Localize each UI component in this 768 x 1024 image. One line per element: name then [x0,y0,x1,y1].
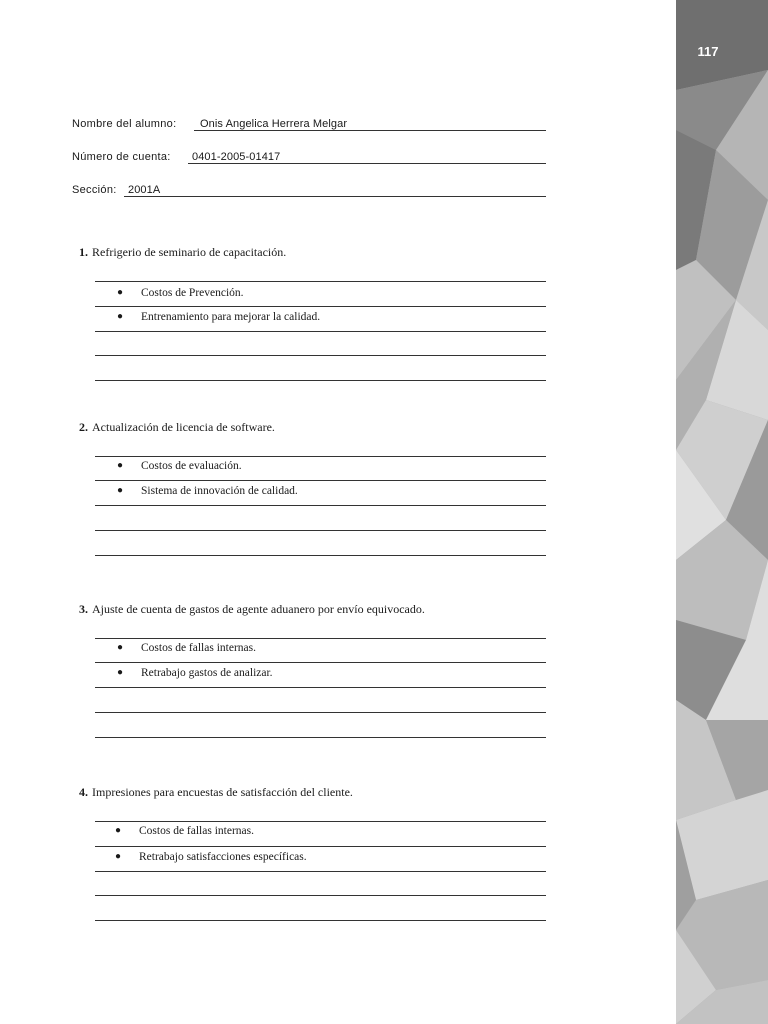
answer-line [95,737,546,738]
answer-line [95,281,546,282]
answer-line [95,846,546,847]
bullet-icon: ● [117,667,124,678]
page-number: 117 [697,44,719,59]
bullet-icon: ● [117,460,124,471]
bullet-icon: ● [117,485,124,496]
question-3-title: 3. Ajuste de cuenta de gastos de agente aduanero por envío equivocado. [79,602,425,616]
answer-line [95,306,546,307]
bullet-icon: ● [115,851,122,862]
student-name-label: Nombre del alumno: [72,118,177,130]
answer-line [95,712,546,713]
section-label: Sección: [72,184,117,196]
bullet-icon: ● [117,642,124,653]
bullet-icon: ● [115,825,122,836]
bullet-icon: ● [117,311,124,322]
worksheet-page: Nombre del alumno: Onis Angelica Herrera Melgar Número de cuenta: 0401-2005-01417 Sección: 2001A 1. Refrigerio de seminario de capacitación. ● Costos de Prevención. ● Entrenamiento para mejorar la calidad. 2. Actualización de licencia de software. ● Costos de evaluación. ● Sistema de innovación de calidad. 3. Ajuste de cuenta de gastos de agente aduanero por envío equivocado. ● Costos de fallas internas. ● Retrabajo gastos de analizar. 4. Impresiones para encuestas de satisfacción del cliente. ● Costos de fallas internas. ● Retrabajo satisfacciones específicas. [0,0,676,1024]
question-1-title: 1. Refrigerio de seminario de capacitación. [79,245,287,259]
decorative-sidebar [676,0,768,1024]
answer-line [95,687,546,688]
question-4-title: 4. Impresiones para encuestas de satisfacción del cliente. [79,785,353,799]
answer-line [95,331,546,332]
answer-line [95,821,546,822]
answer-line [95,638,546,639]
answer-line [95,456,546,457]
answer-line [95,505,546,506]
answer-line [95,920,546,921]
answer-line [95,662,546,663]
bullet-icon: ● [117,287,124,298]
answer-line [95,555,546,556]
answer-line [95,480,546,481]
polygon-pattern [676,0,768,1024]
answer-line [95,355,546,356]
answer-line [95,895,546,896]
answer-line [95,380,546,381]
student-name-underline [194,130,546,131]
answer-line [95,530,546,531]
answer-line [95,871,546,872]
section-value: 2001A [128,184,161,196]
account-number-underline [188,163,546,164]
account-number-value: 0401-2005-01417 [192,151,281,163]
student-name-value: Onis Angelica Herrera Melgar [200,118,348,130]
account-number-label: Número de cuenta: [72,151,171,163]
section-underline [124,196,546,197]
question-2-title: 2. Actualización de licencia de software. [79,420,275,434]
